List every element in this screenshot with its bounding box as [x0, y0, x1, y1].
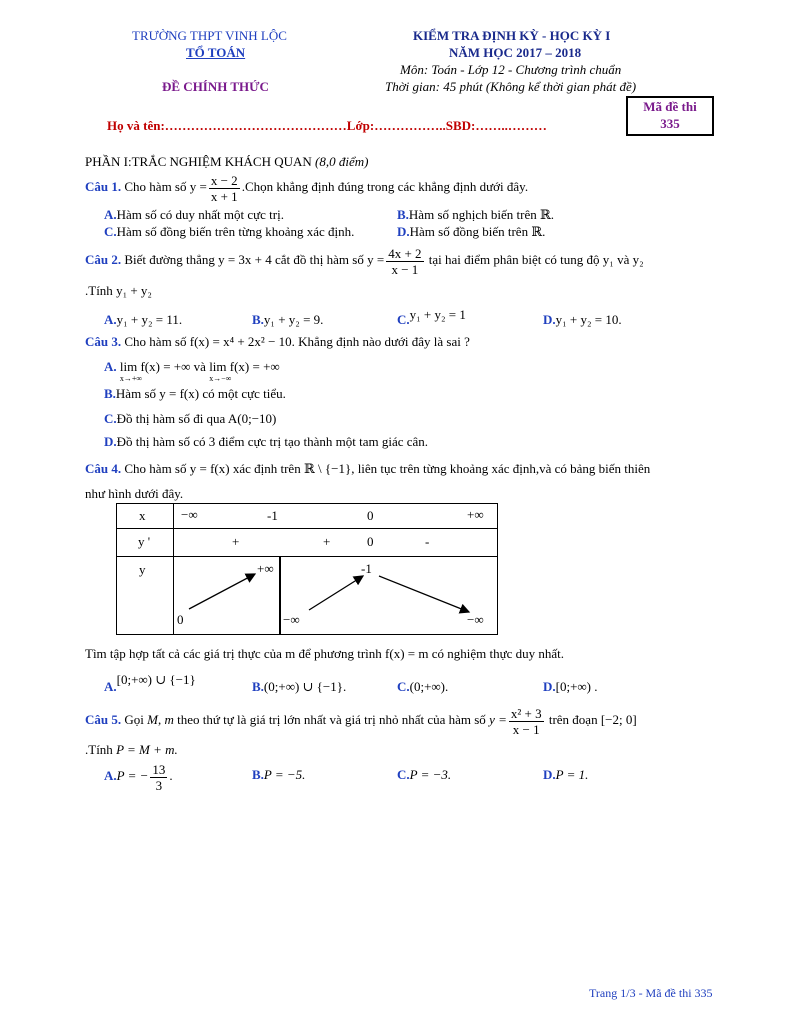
q1-option-d-label: D.: [397, 224, 410, 239]
q3-limit-2: [209, 359, 280, 383]
department-name: TỔ TOÁN: [186, 45, 246, 60]
student-info-line: [107, 118, 547, 134]
table-y-value-right-limit: −∞: [283, 612, 300, 627]
arrow-up-2: [309, 576, 363, 610]
q5-option-c-text: P = −3.: [409, 767, 452, 782]
q5-line-2: [85, 742, 178, 758]
q5-numerator: x² + 3: [510, 705, 542, 721]
q1-option-a-text: Hàm số có duy nhất một cực trị.: [116, 207, 284, 222]
q4-option-d-text: [0;+∞) .: [555, 679, 598, 694]
q4-option-d[interactable]: [543, 679, 598, 695]
q3-option-c[interactable]: [104, 411, 276, 427]
table-arrows: [117, 504, 497, 634]
q2-text-a: Biết đường thẳng: [124, 252, 219, 267]
page-footer: Trang 1/3 - Mã đề thi 335: [589, 986, 713, 1000]
q4-prompt-b: có nghiệm thực duy nhất.: [428, 646, 565, 661]
q1-text-a: Cho hàm số: [124, 179, 190, 194]
class-field[interactable]: ……………..: [374, 118, 446, 133]
q1-option-a-label: A.: [104, 207, 117, 222]
question-5: [85, 703, 637, 737]
section-points: (8,0 điểm): [315, 154, 369, 169]
q5-option-c-label: C.: [397, 767, 410, 782]
q3-option-d[interactable]: [104, 434, 428, 450]
arrow-up-1: [189, 574, 255, 609]
q4-option-b-label: B.: [252, 679, 264, 694]
school-year: NĂM HỌC 2017 – 2018: [449, 45, 582, 60]
q5-option-a-lhs: P = −: [116, 768, 149, 783]
q2-option-b-text: y₁ + y₂ = 9.: [263, 312, 324, 327]
q2-option-d-text: y₁ + y₂ = 10.: [555, 312, 622, 327]
section-title-text: PHẦN I:TRẮC NGHIỆM KHÁCH QUAN: [85, 154, 316, 169]
q3-option-b[interactable]: [104, 386, 286, 402]
q5-comma: ,: [157, 712, 165, 727]
q4-option-a-text: [0;+∞) ∪ {−1}: [116, 672, 196, 687]
q2-option-d[interactable]: [543, 312, 622, 328]
exam-code-value: 335: [660, 116, 680, 131]
q4-domain: ℝ \ {−1}: [303, 461, 352, 476]
q4-option-c-label: C.: [397, 679, 410, 694]
q4-option-c-text: (0;+∞).: [409, 679, 449, 694]
q2-option-d-label: D.: [543, 312, 556, 327]
q5-option-d[interactable]: [543, 767, 588, 783]
question-2: [85, 243, 644, 277]
q2-option-b[interactable]: [252, 312, 323, 328]
q2-numerator: 4x + 2: [388, 245, 422, 261]
q1-option-d[interactable]: [397, 224, 545, 240]
q3-option-b-text-a: Hàm số: [115, 386, 160, 401]
question-3: [85, 334, 470, 350]
q4-option-b[interactable]: [252, 679, 346, 695]
q5-option-a[interactable]: [104, 760, 173, 793]
q1-option-c-text: Hàm số đồng biến trên từng khoảng xác định.: [116, 224, 355, 239]
q3-option-b-text-b: có một cực tiểu.: [199, 386, 286, 401]
table-y-value-left-limit: +∞: [257, 561, 274, 576]
q3-limit-1-expr: lim f(x) = +∞: [119, 359, 191, 374]
q2-option-a-text: y₁ + y₂ = 11.: [116, 312, 183, 327]
q5-expr: P = M + m.: [116, 742, 178, 757]
table-x-value-3: 0: [367, 508, 374, 523]
q4-prompt: [85, 646, 564, 662]
table-y-label: y: [139, 562, 146, 577]
q3-option-d-text: Đồ thị hàm số có 3 điểm cực trị tạo thành một tam giác cân.: [116, 434, 429, 449]
q3-option-c-point: A(0;−10): [227, 411, 277, 426]
q4-func: y = f(x): [189, 461, 230, 476]
q1-option-c[interactable]: [104, 224, 354, 240]
q1-numerator: x − 2: [210, 172, 238, 188]
q2-option-c[interactable]: [397, 307, 466, 327]
question-4: [85, 461, 650, 477]
q2-option-c-label: C.: [397, 312, 410, 327]
q5-text-d: .Tính: [85, 742, 117, 757]
q4-option-c[interactable]: [397, 679, 448, 695]
q1-func-lhs: y =: [189, 179, 207, 194]
q3-option-c-text: Đồ thị hàm số đi qua: [116, 411, 228, 426]
q3-text-b: Khẳng định nào dưới đây là sai ?: [294, 334, 470, 349]
q1-option-a[interactable]: [104, 207, 284, 223]
q5-text-a: Gọi: [124, 712, 148, 727]
exam-title: KIỂM TRA ĐỊNH KỲ - HỌC KỲ I: [413, 28, 611, 43]
q2-text-b: cắt đồ thị hàm số: [271, 252, 368, 267]
q3-limit-2-sub: x→−∞: [209, 374, 232, 383]
q1-option-b-text: Hàm số nghịch biến trên ℝ.: [408, 207, 555, 222]
sbd-label: SBD:: [445, 118, 476, 133]
q2-y1: y₁: [602, 252, 614, 267]
q5-option-b-label: B.: [252, 767, 264, 782]
q4-option-a[interactable]: [104, 672, 196, 694]
q4-prompt-a: Tìm tập hợp tất cả các giá trị thực của m để phương trình: [85, 646, 386, 661]
q1-fraction: [209, 173, 240, 204]
q5-denominator: x − 1: [512, 721, 540, 737]
q2-option-a-label: A.: [104, 312, 117, 327]
q2-func-lhs: y =: [367, 252, 385, 267]
section-title: [85, 154, 368, 170]
exam-code-label: Mã đề thi: [643, 99, 697, 114]
q2-fraction: [386, 246, 423, 277]
q5-text-c: trên đoạn: [545, 712, 601, 727]
q3-option-a-and: và: [193, 359, 210, 374]
table-y-value-start: 0: [177, 612, 184, 627]
name-field[interactable]: ……………………………………: [164, 118, 347, 133]
table-yprime-sign-3: -: [425, 534, 430, 549]
q5-func-lhs: y =: [489, 712, 507, 727]
q2-option-c-text: y₁ + y₂ = 1: [409, 307, 466, 322]
table-x-value-2: -1: [267, 508, 278, 523]
table-x-label: x: [139, 508, 146, 523]
q2-text-c: tại hai điểm phân biệt có tung độ: [425, 252, 603, 267]
q5-option-b-text: P = −5.: [263, 767, 306, 782]
q5-option-b[interactable]: [252, 767, 305, 783]
table-x-value-1: −∞: [181, 507, 198, 522]
q5-min-symbol: m: [164, 712, 174, 727]
q4-option-d-label: D.: [543, 679, 556, 694]
class-label: Lớp:: [346, 118, 375, 133]
q3-option-a-label: A.: [104, 359, 117, 374]
q4-prompt-eq: f(x) = m: [385, 646, 429, 661]
table-yprime-label: y ': [138, 534, 151, 549]
official-label: ĐỀ CHÍNH THỨC: [162, 79, 269, 94]
q4-text-b: xác định trên: [229, 461, 304, 476]
q2-denominator: x − 1: [391, 261, 419, 277]
table-y-value-end: −∞: [467, 612, 484, 627]
q3-option-b-func: y = f(x): [159, 386, 200, 401]
q2-and: và: [613, 252, 633, 267]
q2-sum: y₁ + y₂: [116, 283, 152, 298]
q5-option-a-end: .: [169, 768, 173, 783]
q5-text-b: theo thứ tự là giá trị lớn nhất và giá trị nhỏ nhất của hàm số: [173, 712, 490, 727]
table-yprime-sign-1: +: [232, 534, 240, 549]
q5-option-d-text: P = 1.: [555, 767, 589, 782]
q4-text-d: như hình dưới đây.: [85, 486, 184, 501]
q1-option-c-label: C.: [104, 224, 117, 239]
q5-interval: [−2; 0]: [600, 712, 637, 727]
q1-label: Câu 1.: [85, 179, 122, 194]
q2-option-b-label: B.: [252, 312, 264, 327]
q2-text-d: .Tính: [85, 283, 117, 298]
q5-option-a-num: 13: [152, 761, 166, 777]
q3-limit-2-expr: lim f(x) = +∞: [209, 359, 280, 374]
q5-label: Câu 5.: [85, 712, 122, 727]
q3-limit-1: [120, 359, 191, 383]
q2-line-2: [85, 283, 152, 299]
q1-option-b-label: B.: [397, 207, 409, 222]
school-name: TRƯỜNG THPT VINH LỘC: [132, 28, 287, 43]
name-label: Họ và tên:: [107, 118, 165, 133]
sbd-field[interactable]: ……..………: [475, 118, 547, 133]
q4-text-a: Cho hàm số: [124, 461, 190, 476]
q3-func: f(x) = x⁴ + 2x² − 10.: [189, 334, 295, 349]
q2-label: Câu 2.: [85, 252, 122, 267]
arrow-down-1: [379, 576, 469, 612]
q3-label: Câu 3.: [85, 334, 122, 349]
q5-option-a-den: 3: [155, 777, 163, 793]
table-yprime-sign-2: +: [323, 534, 331, 549]
table-y-value-max: -1: [361, 561, 372, 576]
q4-text-c: , liên tục trên từng khoảng xác định,và có bảng biến thiên: [351, 461, 651, 476]
q5-option-c[interactable]: [397, 767, 451, 783]
q5-fraction: [509, 706, 544, 737]
variation-table: [116, 503, 498, 635]
table-x-value-4: +∞: [467, 507, 484, 522]
q5-option-a-label: A.: [104, 768, 117, 783]
q3-option-b-label: B.: [104, 386, 116, 401]
q4-label: Câu 4.: [85, 461, 122, 476]
q5-max-symbol: M: [147, 712, 158, 727]
q3-limit-1-sub: x→+∞: [119, 374, 143, 383]
q1-option-d-text: Hàm số đồng biến trên ℝ.: [409, 224, 546, 239]
q2-y2: y₂: [632, 252, 644, 267]
q1-option-b[interactable]: [397, 207, 554, 223]
q3-text-a: Cho hàm số: [124, 334, 190, 349]
question-1: [85, 171, 528, 204]
q2-line-eq: y = 3x + 4: [218, 252, 272, 267]
table-yprime-zero: 0: [367, 534, 374, 549]
q2-option-a[interactable]: [104, 312, 182, 328]
q5-option-d-label: D.: [543, 767, 556, 782]
q3-option-c-label: C.: [104, 411, 117, 426]
q5-option-a-fraction: [150, 762, 167, 793]
duration-line: Thời gian: 45 phút (Không kể thời gian phát đề): [385, 79, 637, 94]
q3-option-a[interactable]: [104, 359, 280, 383]
exam-code-box: [626, 96, 714, 136]
q4-option-b-text: (0;+∞) ∪ {−1}.: [263, 679, 347, 694]
q3-option-d-label: D.: [104, 434, 117, 449]
q1-text-b: .Chọn khẳng định đúng trong các khẳng định dưới đây.: [241, 179, 529, 194]
subject-line: Môn: Toán - Lớp 12 - Chương trình chuẩn: [400, 62, 622, 77]
q4-option-a-label: A.: [104, 679, 117, 694]
q1-denominator: x + 1: [210, 188, 238, 204]
